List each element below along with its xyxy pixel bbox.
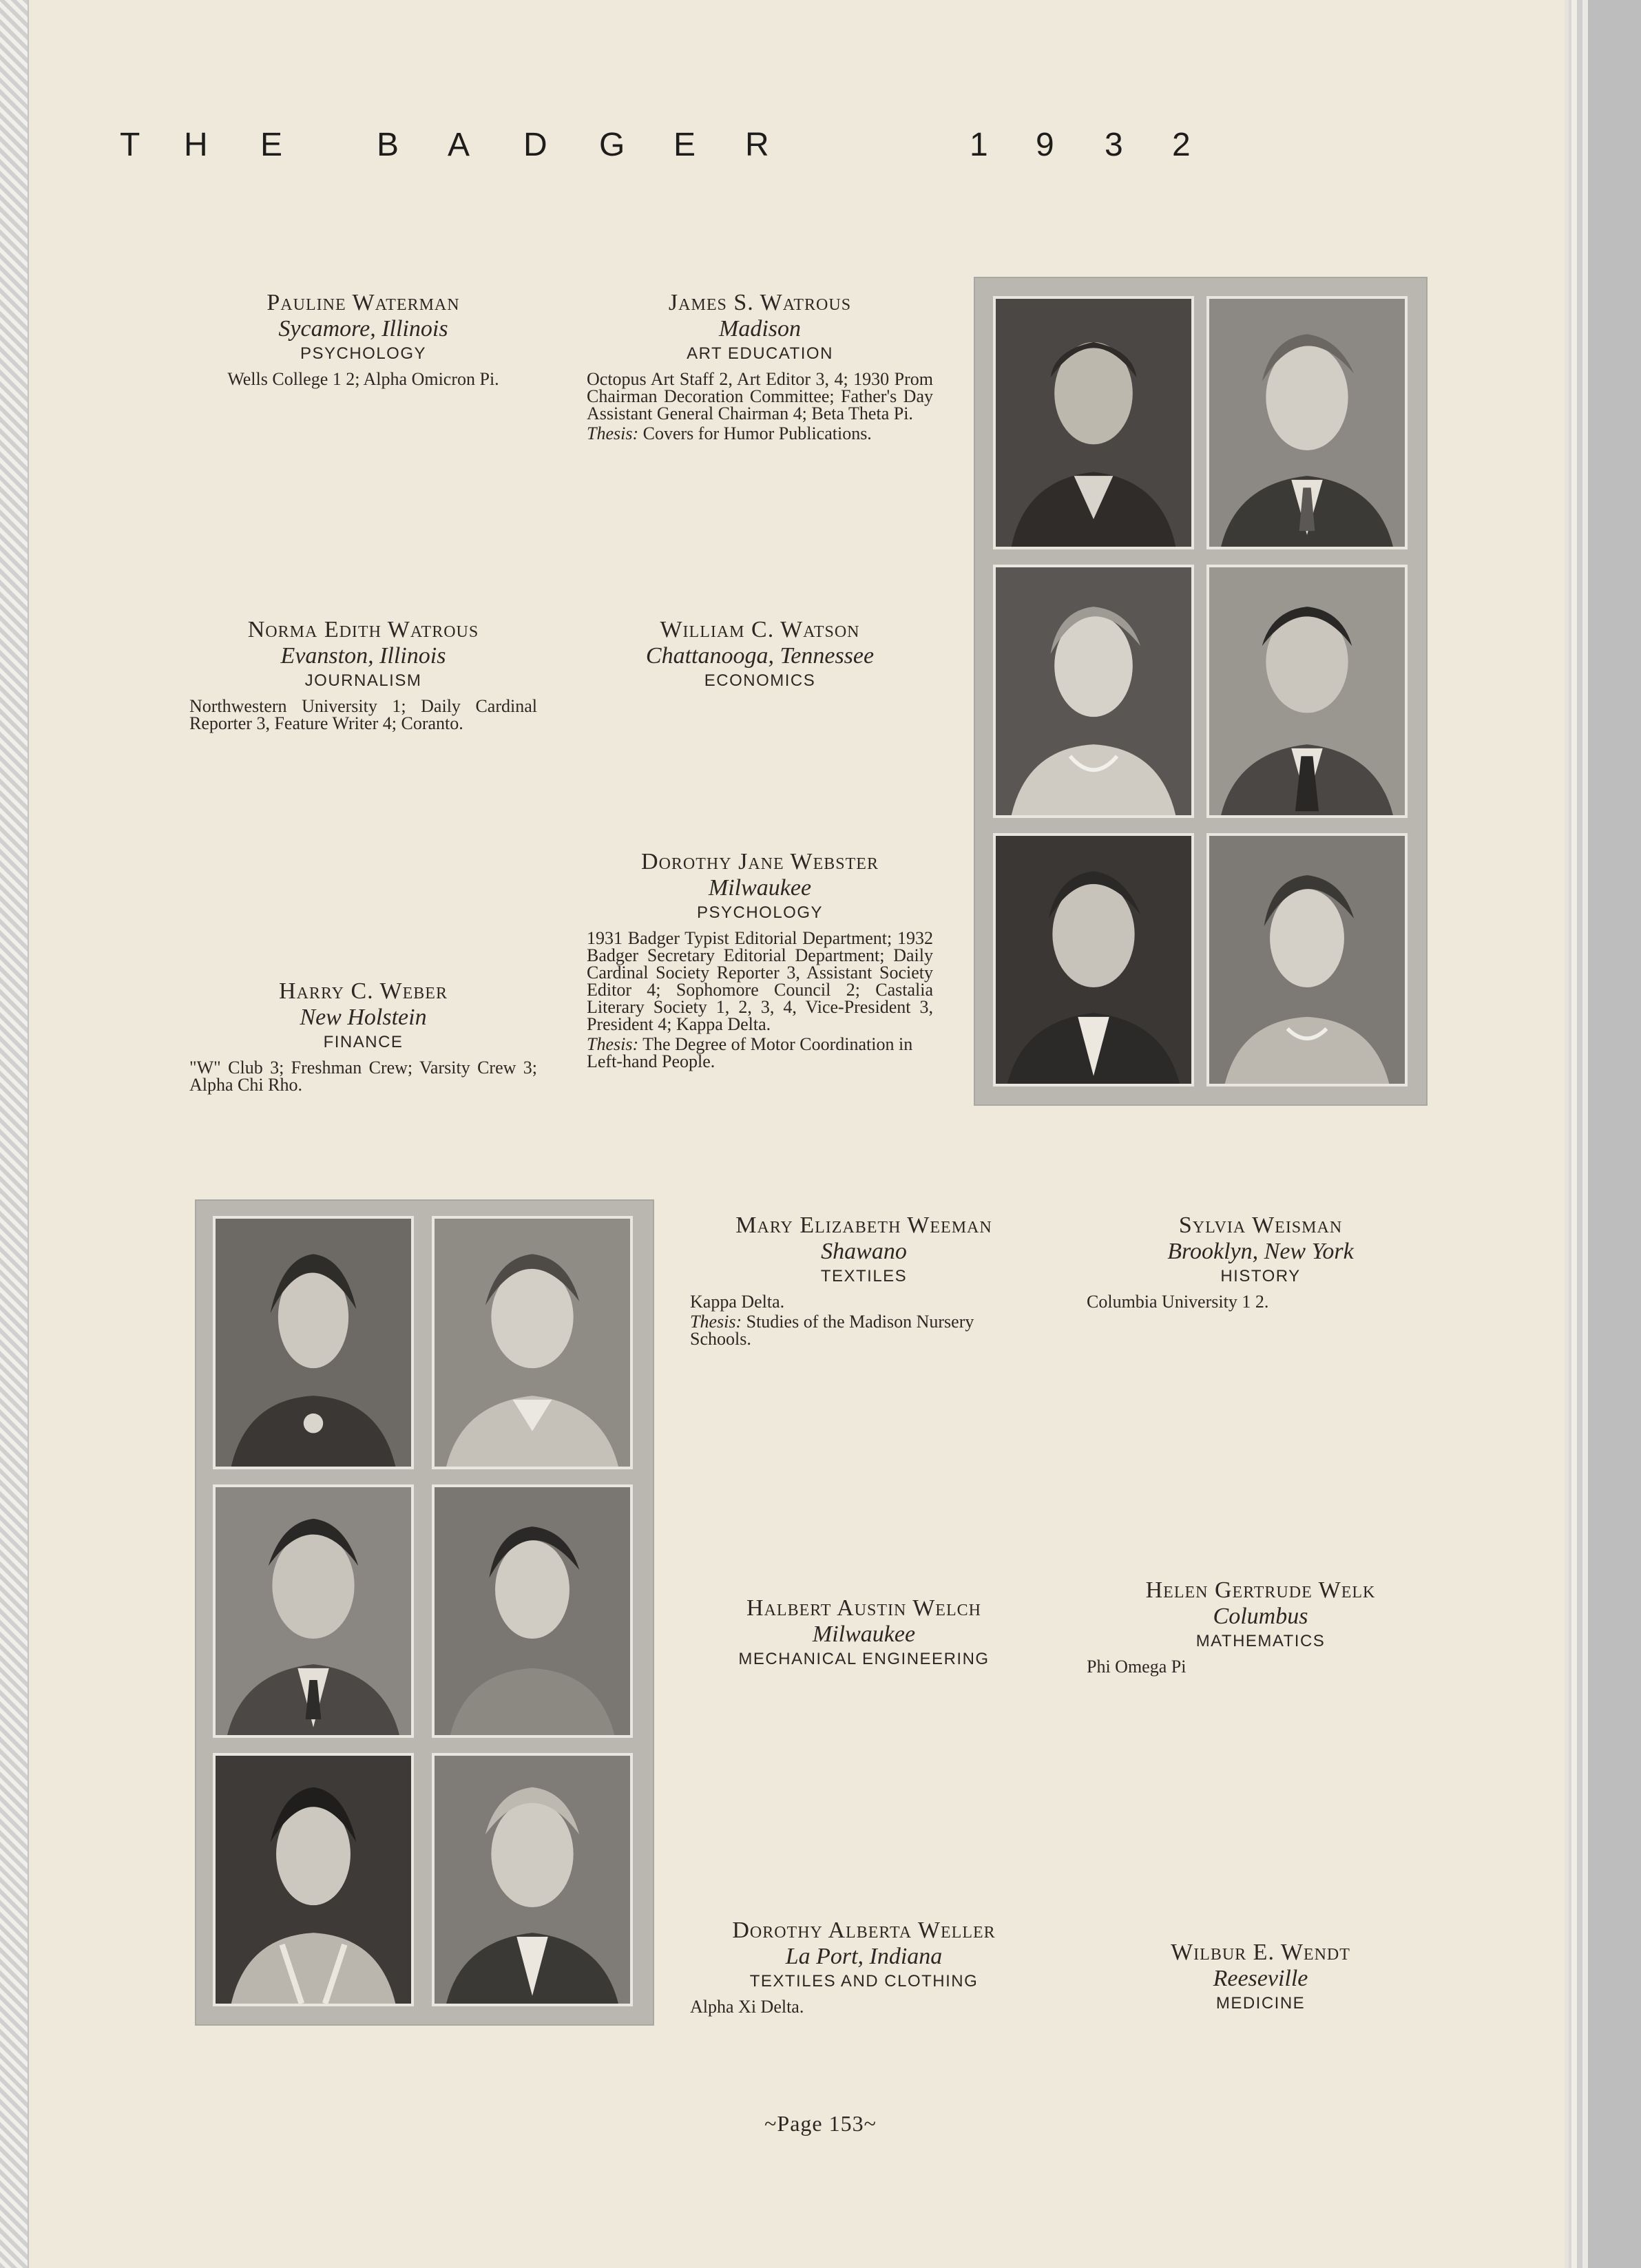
student-major: MECHANICAL ENGINEERING — [738, 1650, 990, 1668]
student-activities: Kappa Delta. — [690, 1292, 785, 1312]
student-name: James S. Watrous — [668, 290, 852, 315]
page-number: ~Page 153~ — [764, 2111, 877, 2136]
student-entry — [1087, 1212, 1434, 1310]
student-hometown: Milwaukee — [708, 875, 812, 901]
student-hometown: Chattanooga, Tennessee — [645, 643, 875, 669]
header-letter: E — [260, 127, 283, 163]
portrait-photo — [213, 1216, 414, 1469]
student-name: Helen Gertrude Welk — [1145, 1577, 1376, 1603]
student-entry — [690, 1212, 1038, 1347]
student-name: William C. Watson — [660, 617, 860, 642]
student-name: Wilbur E. Wendt — [1171, 1940, 1350, 1965]
student-name: Dorothy Alberta Weller — [732, 1918, 996, 1943]
student-activities: 1931 Badger Typist Editorial Department; 1932 Badger Secretary Editorial Department; Daily Cardinal Society Reporter 3, Assistant Society Editor 4; Sophomore Council 2; Castalia Literary Society 1, 2, 3, 4, Vice-President 3, President 4; Kappa Delta. — [587, 928, 933, 1034]
page-binding-edge — [1565, 0, 1641, 2268]
student-hometown: Madison — [719, 316, 801, 342]
thesis-label: Thesis: — [587, 423, 639, 443]
portrait-photo — [1206, 565, 1408, 818]
student-entry — [587, 848, 933, 1070]
header-letter: D — [523, 127, 547, 163]
student-entry — [1087, 1577, 1434, 1675]
student-major: ECONOMICS — [704, 671, 816, 690]
student-major: ART EDUCATION — [687, 344, 833, 363]
portrait-photo — [1206, 833, 1408, 1086]
student-activities: Alpha Xi Delta. — [690, 1997, 804, 2017]
portrait-photo — [993, 833, 1194, 1086]
portrait-photo — [213, 1753, 414, 2006]
student-name: Harry C. Weber — [279, 978, 448, 1004]
student-hometown: Shawano — [821, 1239, 907, 1264]
portrait-photo — [432, 1484, 633, 1738]
student-name: Mary Elizabeth Weeman — [735, 1212, 992, 1238]
student-hometown: Reeseville — [1213, 1966, 1308, 1991]
student-major: HISTORY — [1220, 1267, 1301, 1285]
student-name: Dorothy Jane Webster — [641, 849, 879, 874]
header-letter: A — [448, 127, 470, 163]
student-activities: Columbia University 1 2. — [1087, 1292, 1269, 1312]
student-major: PSYCHOLOGY — [696, 903, 824, 922]
student-major: TEXTILES — [820, 1267, 908, 1285]
portrait-photo — [993, 565, 1194, 818]
decorative-left-border — [0, 0, 29, 2268]
student-hometown: New Holstein — [300, 1005, 427, 1030]
thesis-title: Covers for Humor Publications. — [642, 423, 872, 443]
student-major: TEXTILES AND CLOTHING — [749, 1972, 979, 1991]
student-name: Norma Edith Watrous — [247, 617, 479, 642]
header-letter: E — [673, 127, 696, 163]
student-activities: Wells College 1 2; Alpha Omicron Pi. — [227, 369, 499, 389]
header-letter: R — [745, 127, 769, 163]
student-name: Halbert Austin Welch — [746, 1595, 981, 1621]
header-letter: T — [120, 127, 140, 163]
portrait-photo — [993, 296, 1194, 549]
thesis-label: Thesis: — [587, 1034, 639, 1054]
student-entry — [587, 616, 933, 693]
student-thesis — [587, 1036, 933, 1070]
page-header — [117, 126, 1219, 174]
student-thesis — [587, 425, 933, 442]
student-hometown: Brooklyn, New York — [1167, 1239, 1354, 1264]
portrait-photo — [432, 1753, 633, 2006]
year-digit: 2 — [1172, 127, 1191, 163]
thesis-title: Studies of the Madison Nursery Schools. — [690, 1312, 974, 1349]
portrait-photo — [432, 1216, 633, 1469]
student-activities: Phi Omega Pi — [1087, 1657, 1187, 1677]
header-letter: B — [377, 127, 399, 163]
student-activities: "W" Club 3; Freshman Crew; Varsity Crew 3; Alpha Chi Rho. — [189, 1058, 537, 1095]
student-activities: Octopus Art Staff 2, Art Editor 3, 4; 1930 Prom Chairman Decoration Committee; Father's Day Assistant General Chairman 4; Beta Theta Pi. — [587, 369, 933, 423]
student-major: FINANCE — [323, 1033, 404, 1051]
student-major: MATHEMATICS — [1195, 1632, 1326, 1650]
student-thesis — [690, 1313, 1038, 1347]
student-entry — [1087, 1939, 1434, 2016]
student-entry — [587, 289, 933, 442]
student-hometown: La Port, Indiana — [785, 1944, 943, 1969]
student-hometown: Evanston, Illinois — [280, 643, 446, 669]
student-entry — [690, 1917, 1038, 2015]
student-entry — [690, 1595, 1038, 1672]
student-hometown: Milwaukee — [812, 1621, 916, 1647]
year-digit: 1 — [970, 127, 988, 163]
student-entry — [189, 289, 537, 388]
header-letter: H — [184, 127, 208, 163]
student-major: PSYCHOLOGY — [300, 344, 427, 363]
portrait-panel-top — [974, 277, 1428, 1106]
student-activities: Northwestern University 1; Daily Cardinal Reporter 3, Feature Writer 4; Coranto. — [189, 696, 537, 733]
portrait-panel-bottom — [195, 1199, 654, 2026]
student-major: MEDICINE — [1215, 1994, 1306, 2013]
header-letter: G — [599, 127, 625, 163]
portrait-photo — [1206, 296, 1408, 549]
student-entry — [189, 978, 537, 1093]
thesis-label: Thesis: — [690, 1312, 742, 1332]
student-major: JOURNALISM — [304, 671, 422, 690]
year-digit: 3 — [1105, 127, 1123, 163]
student-name: Sylvia Weisman — [1178, 1212, 1343, 1238]
year-digit: 9 — [1036, 127, 1054, 163]
student-hometown: Columbus — [1213, 1604, 1308, 1629]
student-entry — [189, 616, 537, 732]
student-name: Pauline Waterman — [266, 290, 460, 315]
student-hometown: Sycamore, Illinois — [278, 316, 448, 342]
thesis-title: The Degree of Motor Coordination in Left-hand People. — [587, 1034, 913, 1071]
portrait-photo — [213, 1484, 414, 1738]
